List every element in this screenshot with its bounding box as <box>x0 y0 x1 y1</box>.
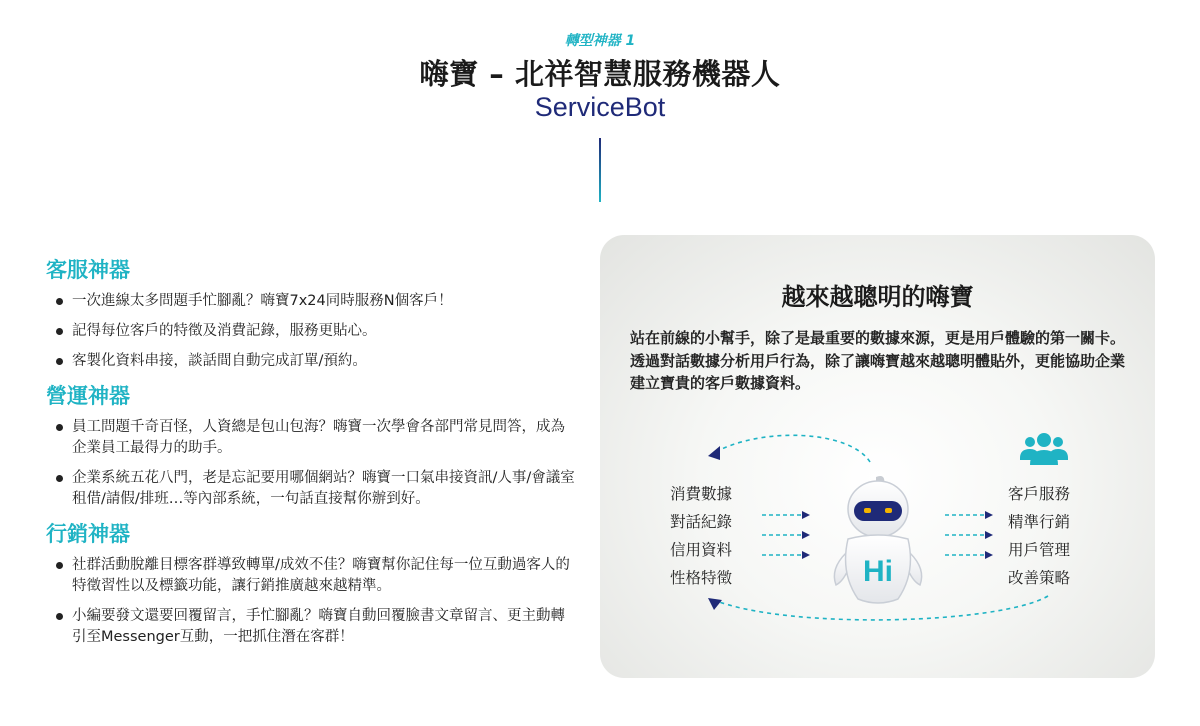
dashed-arrow-icon <box>762 530 810 540</box>
list-item: 信用資料 <box>670 541 733 559</box>
section-title: 營運神器 <box>46 384 130 408</box>
dashed-arrow-icon <box>945 530 993 540</box>
dashed-arrow-icon <box>945 510 993 520</box>
card-paragraph: 站在前線的小幫手，除了是最重要的數據來源，更是用戶體驗的第一關卡。 <box>630 329 1126 347</box>
dashed-arrow-icon <box>762 510 810 520</box>
output-arrows <box>945 510 993 560</box>
bullet-list <box>46 291 576 372</box>
page-subtitle: ServiceBot <box>534 92 666 122</box>
list-item: 小編要發文還要回覆留言，手忙腳亂？嗨寶自動回覆臉書文章留言、更主動轉引至Messenger互動，一把抓住潛在客群！ <box>46 606 576 648</box>
list-item: 一次進線太多問題手忙腳亂？嗨寶7x24同時服務N個客戶！ <box>46 291 576 312</box>
input-arrows <box>762 510 810 560</box>
features-column <box>46 255 576 657</box>
list-item: 對話紀錄 <box>670 513 733 531</box>
section-title: 行銷神器 <box>46 522 130 546</box>
users-icon <box>1018 432 1070 468</box>
bullet-list <box>46 555 576 648</box>
list-item: 精準行銷 <box>1008 513 1071 531</box>
list-item: 記得每位客戶的特徵及消費記錄，服務更貼心。 <box>46 321 576 342</box>
section-title: 客服神器 <box>46 258 130 282</box>
card-title: 越來越聰明的嗨寶 <box>781 283 974 311</box>
eyebrow-label: 轉型神器 1 <box>564 33 636 49</box>
section-marketing <box>46 519 576 648</box>
card-description <box>630 327 1130 395</box>
list-item: 企業系統五花八門，老是忘記要用哪個網站？嗨寶一口氣串接資訊/人事/會議室租借/請假/排班…等內部系統，一句話直接幫你辦到好。 <box>46 468 576 510</box>
output-list <box>1008 480 1070 592</box>
card-paragraph: 透過對話數據分析用戶行為，除了讓嗨寶越來越聰明體貼外，更能協助企業建立寶貴的客戶數據資料。 <box>630 351 1126 392</box>
list-item: 社群活動脫離目標客群導致轉單/成效不佳？嗨寶幫你記住每一位互動過客人的特徵習性以及標籤功能，讓行銷推廣越來越精準。 <box>46 555 576 597</box>
list-item: 性格特徵 <box>670 569 733 587</box>
cycle-arrow-bottom-icon <box>700 590 1060 630</box>
list-item: 員工問題千奇百怪，人資總是包山包海？嗨寶一次學會各部門常見問答，成為企業員工最得力的助手。 <box>46 417 576 459</box>
divider-line <box>599 138 601 202</box>
list-item: 客製化資料串接，談話間自動完成訂單/預約。 <box>46 351 576 372</box>
list-item: 客戶服務 <box>1008 485 1071 503</box>
info-card <box>600 235 1155 678</box>
dashed-arrow-icon <box>945 550 993 560</box>
list-item: 消費數據 <box>670 485 733 503</box>
input-data-list <box>670 480 732 592</box>
dashed-arrow-icon <box>762 550 810 560</box>
page-title: 嗨寶 – 北祥智慧服務機器人 <box>419 57 781 91</box>
cycle-arrow-top-icon <box>700 430 900 470</box>
robot-label: Hi <box>863 555 893 588</box>
bullet-list <box>46 417 576 510</box>
section-operations <box>46 381 576 510</box>
list-item: 用戶管理 <box>1008 541 1071 559</box>
list-item: 改善策略 <box>1008 569 1071 587</box>
robot-mascot-icon <box>826 473 930 607</box>
section-customer-service <box>46 255 576 372</box>
